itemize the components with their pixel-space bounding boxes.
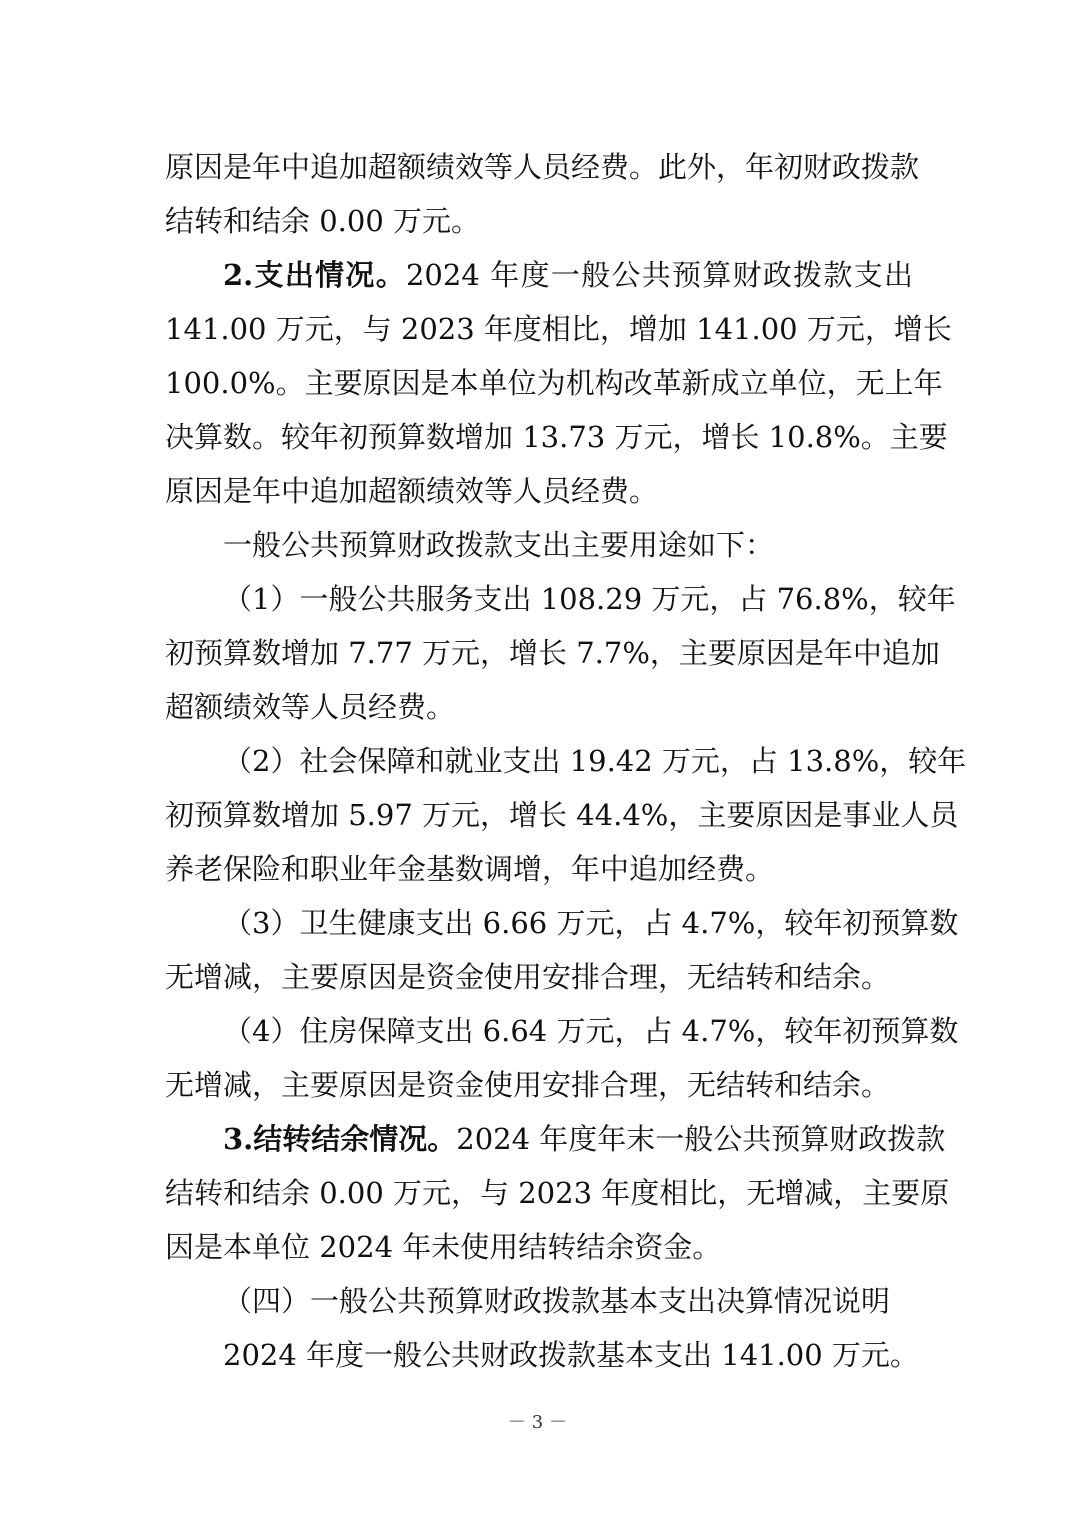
text-line: 原因是年中追加超额绩效等人员经费。此外，年初财政拨款 [165, 150, 920, 184]
paragraph-expenditure [165, 248, 952, 518]
text-line [165, 248, 913, 302]
paragraph-item-2 [165, 734, 967, 896]
text-line: 100.0%。主要原因是本单位为机构改革新成立单位，无上年 [165, 366, 943, 400]
text-line: 无增减，主要原因是资金使用安排合理，无结转和结余。 [165, 960, 891, 994]
paragraph-item-3 [165, 896, 959, 1004]
paragraph-basic-expenditure [165, 1328, 919, 1382]
text-line: （2）社会保障和就业支出 19.42 万元，占 13.8%，较年 [223, 744, 967, 778]
text-line: 超额绩效等人员经费。 [165, 690, 456, 724]
text-line: 结转和结余 0.00 万元，与 2023 年度相比，无增减，主要原 [165, 1176, 950, 1210]
text-line: （3）卫生健康支出 6.66 万元，占 4.7%，较年初预算数 [223, 906, 959, 940]
document-page [165, 140, 967, 1382]
text-line: 养老保险和职业年金基数调增，年中追加经费。 [165, 852, 775, 886]
text-line: 原因是年中追加超额绩效等人员经费。 [165, 474, 659, 508]
text-line: 决算数。较年初预算数增加 13.73 万元，增长 10.8%。主要 [165, 420, 948, 454]
text-line: 初预算数增加 7.77 万元，增长 7.7%，主要原因是年中追加 [165, 636, 940, 670]
page-number: － 3 － [508, 1412, 567, 1433]
section-heading-carryover: 3.结转结余情况。 [223, 1122, 457, 1156]
text-line: 初预算数增加 5.97 万元，增长 44.4%，主要原因是事业人员 [165, 798, 959, 832]
text-line [165, 1112, 946, 1166]
paragraph-item-4 [165, 1004, 959, 1112]
paragraph-income-continued [165, 140, 920, 248]
text-span: 2024 年度一般公共预算财政拨款支出 [405, 258, 913, 292]
paragraph-carryover [165, 1112, 950, 1274]
paragraph-uses-intro [165, 518, 913, 572]
text-line: （四）一般公共预算财政拨款基本支出决算情况说明 [223, 1284, 891, 1318]
section-heading-expenditure: 2.支出情况。 [223, 258, 406, 292]
text-line: （4）住房保障支出 6.64 万元，占 4.7%，较年初预算数 [223, 1014, 959, 1048]
section-heading-basic-expenditure [165, 1274, 913, 1328]
paragraph-item-1 [165, 572, 956, 734]
text-line: （1）一般公共服务支出 108.29 万元，占 76.8%，较年 [223, 582, 956, 616]
text-line: 因是本单位 2024 年未使用结转结余资金。 [165, 1230, 722, 1264]
text-line: 2024 年度一般公共财政拨款基本支出 141.00 万元。 [223, 1338, 919, 1372]
text-line: 无增减，主要原因是资金使用安排合理，无结转和结余。 [165, 1068, 891, 1102]
text-line: 141.00 万元，与 2023 年度相比，增加 141.00 万元，增长 [165, 312, 952, 346]
text-line: 结转和结余 0.00 万元。 [165, 204, 481, 238]
text-line: 一般公共预算财政拨款支出主要用途如下： [223, 528, 775, 562]
text-span: 2024 年度年末一般公共预算财政拨款 [456, 1122, 946, 1156]
